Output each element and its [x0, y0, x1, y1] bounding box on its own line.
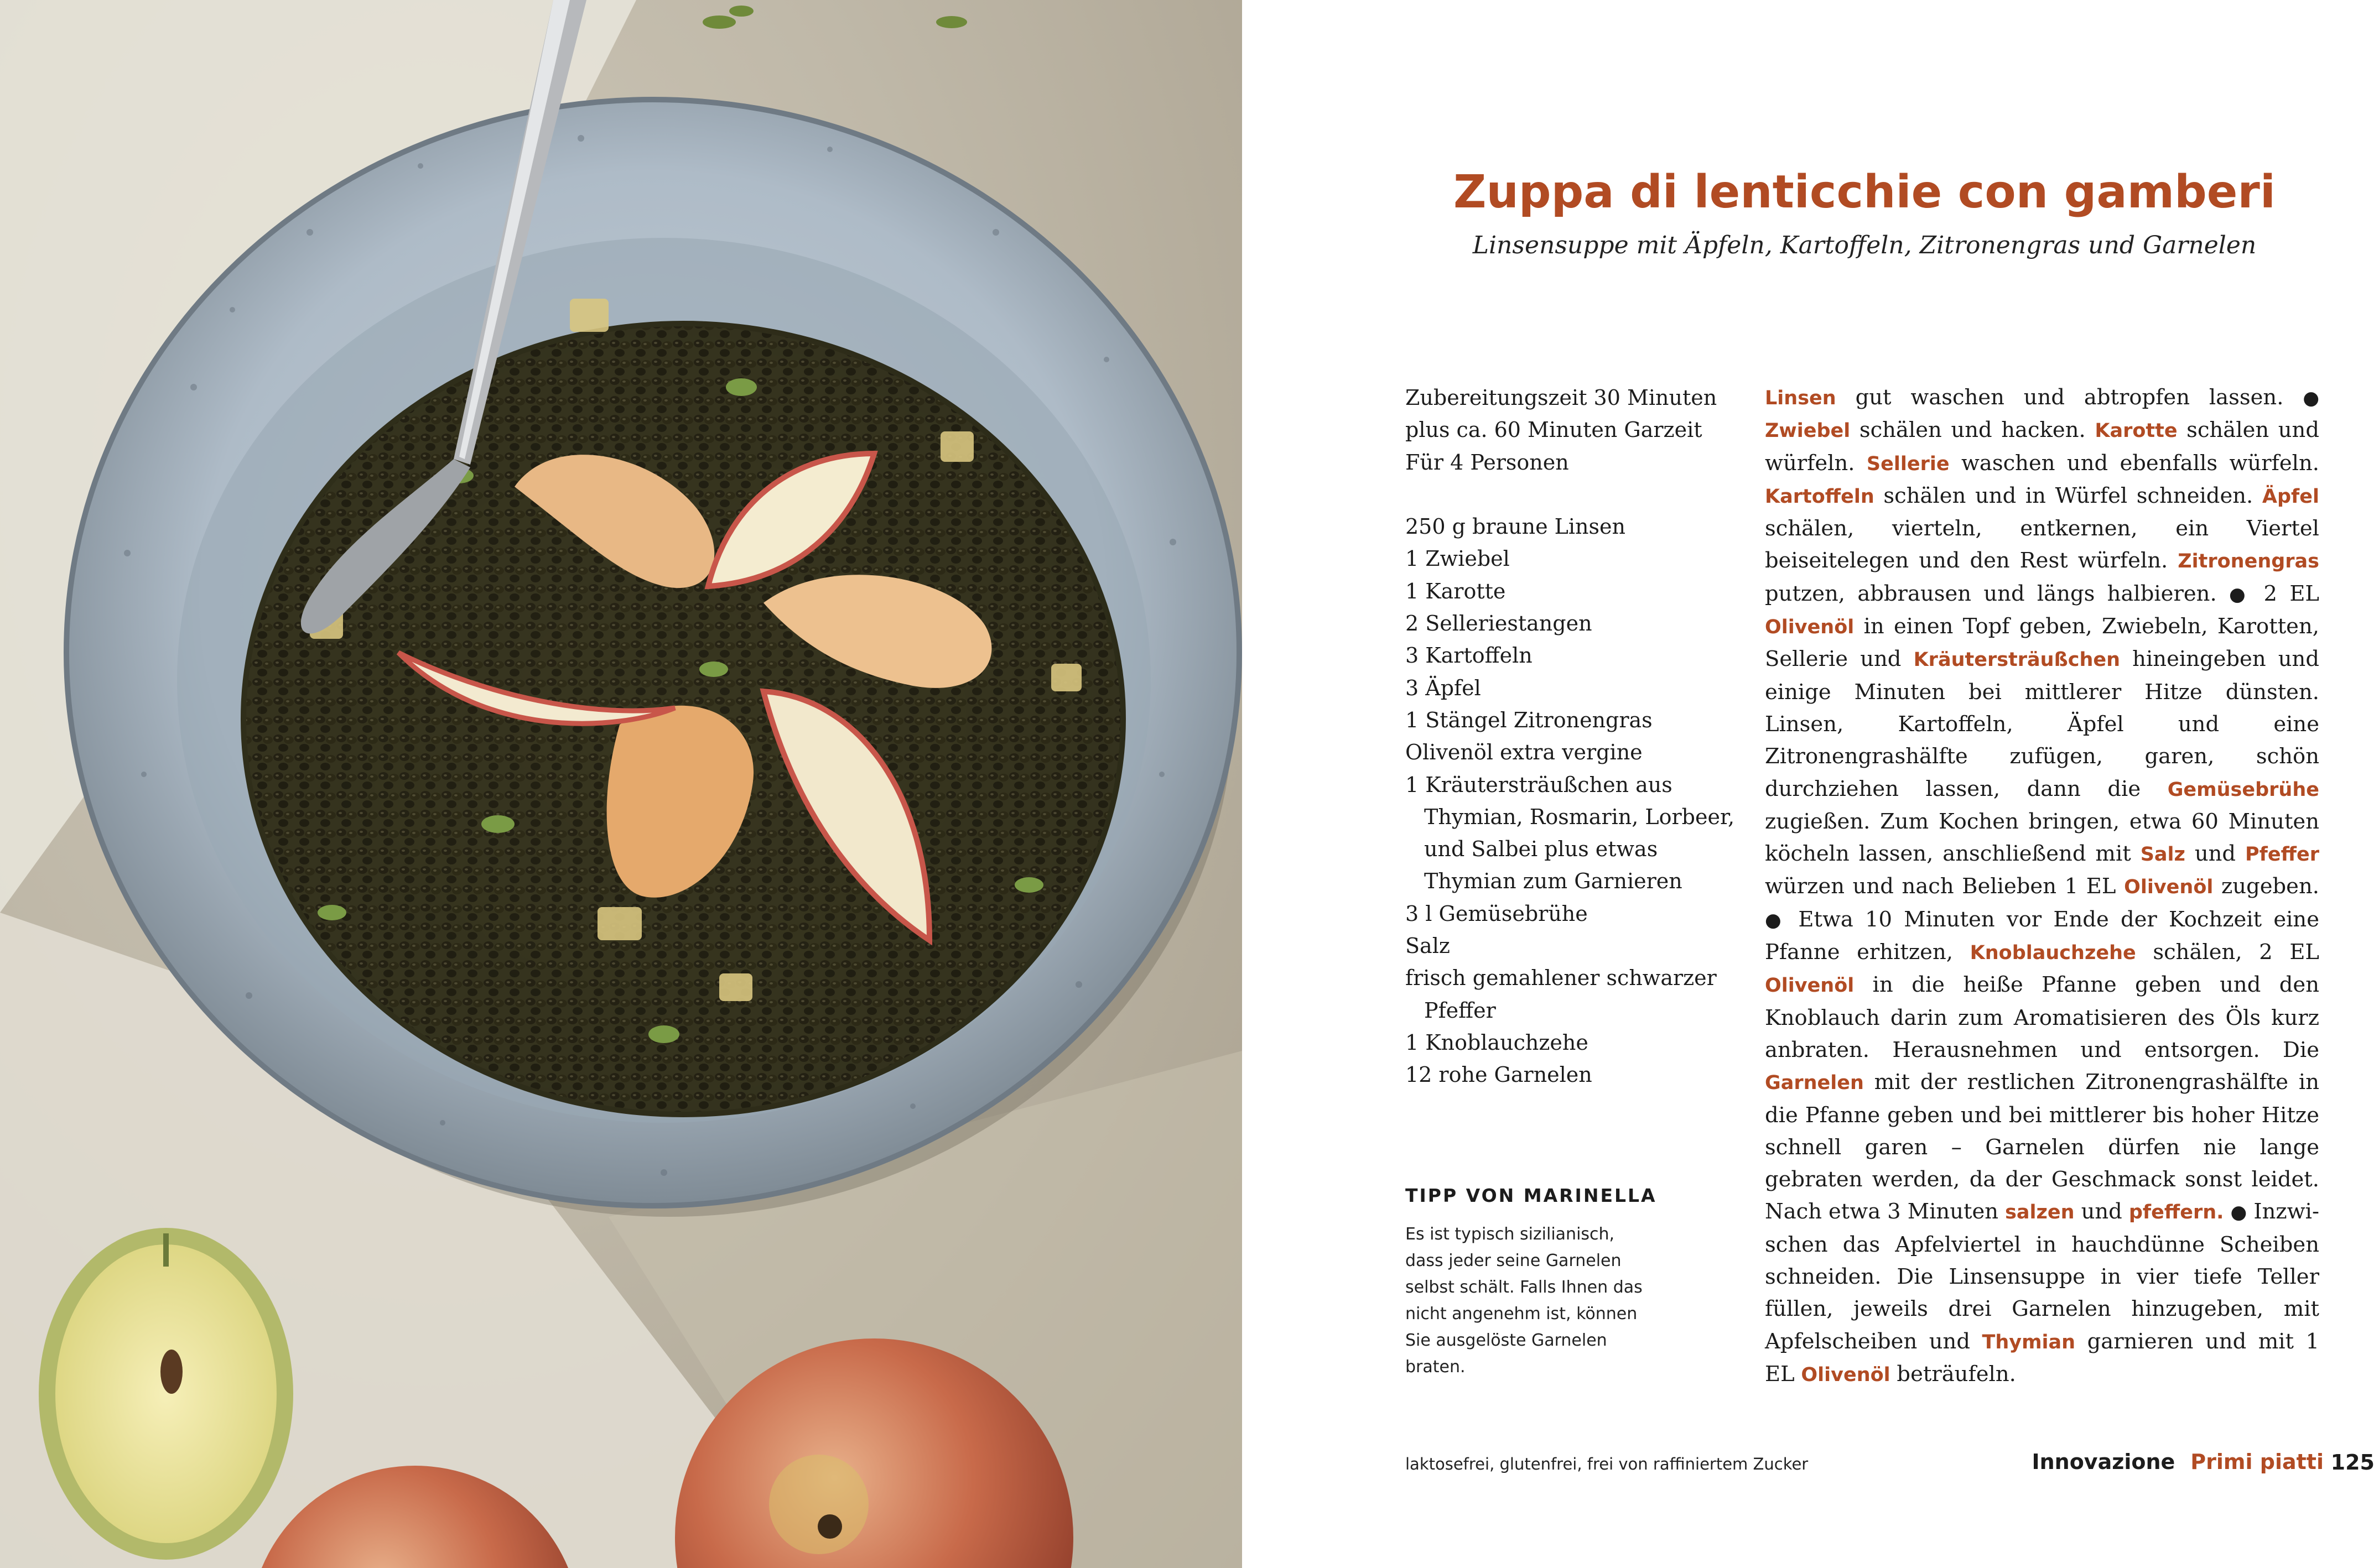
ingredient-keyword: Olivenöl	[2124, 876, 2214, 899]
step-bullet-icon: ●	[2303, 387, 2319, 409]
recipe-title: Zuppa di lenticchie con gamberi	[1453, 166, 2276, 218]
ingredient-keyword: Knoblauchzehe	[1970, 942, 2136, 965]
method-text-segment: schälen und hacken.	[1850, 418, 2095, 443]
page-number: 125	[2330, 1450, 2375, 1475]
ingredient-keyword: Olivenöl	[1801, 1363, 1890, 1386]
ingredient-keyword: Olivenöl	[1765, 975, 1855, 997]
step-bullet-icon: ●	[2230, 1201, 2247, 1224]
ingredient-item: 1 Kräutersträußchen aus Thymian, Rosmarin, Lorbeer, und Salbei plus etwas Thymian zum Garnieren	[1405, 772, 1735, 894]
recipe-subtitle: Linsensuppe mit Äpfeln, Kartoffeln, Zitronengras und Garnelen	[1472, 231, 2257, 259]
method-text-segment	[2224, 1199, 2230, 1224]
servings: Für 4 Personen	[1405, 450, 1569, 475]
section-label: Innovazione	[2032, 1450, 2175, 1474]
bowl-icon	[66, 100, 1239, 1206]
cook-time: plus ca. 60 Minuten Garzeit	[1405, 418, 1702, 442]
method-text-segment: Inzwischen das Apfelviertel in hauchdünne Scheiben schneiden. Die Linsensuppe in vier tiefe Teller füllen, jeweils drei Garnelen hinzugeben, mit Apfelscheiben und	[1765, 1199, 2319, 1354]
ingredient-keyword: Pfeffer	[2245, 843, 2319, 866]
method-text-segment: 2 EL	[2251, 581, 2319, 606]
running-footer	[2032, 1450, 2324, 1474]
tip-heading: TIPP VON MARINELLA	[1405, 1185, 1657, 1206]
subsection-label: Primi piatti	[2190, 1450, 2324, 1474]
ingredient-item: 250 g braune Linsen	[1405, 514, 1625, 539]
ingredient-item: 1 Karotte	[1405, 579, 1506, 603]
step-bullet-icon: ●	[2229, 583, 2252, 606]
method-text-segment: schälen, vierteln, entkernen, ein Viertel beiseitelegen und den Rest würfeln.	[1765, 516, 2319, 574]
method-text-segment: beträufeln.	[1890, 1361, 2016, 1387]
ingredient-item: 3 Kartoffeln	[1405, 643, 1533, 668]
ingredient-item: 1 Zwiebel	[1405, 546, 1510, 571]
herb-sprig-icon	[703, 6, 967, 29]
method-text-segment: in einen Topf geben, Zwiebeln, Karotten, Sellerie und	[1765, 614, 2319, 672]
method-text-segment: waschen und ebenfalls würfeln.	[1949, 450, 2319, 476]
ingredient-keyword: Salz	[2140, 843, 2185, 866]
ingredient-keyword: Kräutersträußchen	[1913, 649, 2121, 671]
method-text-segment: garnieren und mit 1 EL	[1765, 1329, 2320, 1387]
ingredient-keyword: pfeffern.	[2128, 1201, 2224, 1224]
ingredient-item: 3 l Gemüsebrühe	[1405, 901, 1588, 926]
method-text-segment: und	[2185, 841, 2246, 867]
method-text-segment: mit der restlichen Zitronengrashälfte in die Pfanne geben und bei mittlerer bis hoher Hitze schnell garen – Garnelen dürfen nie lange gebraten werden, da der Geschmack sonst leidet. Nach etwa 3 Minuten	[1765, 1070, 2319, 1225]
method-text-segment: schälen und würfeln.	[1765, 418, 2319, 476]
ingredient-keyword: Zwiebel	[1765, 420, 1851, 442]
ingredient-keyword: Zitronengras	[2178, 550, 2319, 573]
method-text-segment: und	[2074, 1199, 2129, 1225]
ingredient-keyword: Linsen	[1765, 387, 1836, 409]
method-text-segment: zugießen. Zum Kochen bringen, etwa 60 Minuten köcheln lassen, anschließend mit	[1765, 809, 2319, 867]
ingredient-keyword: Karotte	[2095, 420, 2178, 442]
ingredient-keyword: Gemüsebrühe	[2167, 778, 2319, 801]
ingredient-keyword: salzen	[2005, 1201, 2075, 1224]
ingredient-item: Salz	[1405, 934, 1450, 958]
ingredient-item: Olivenöl extra vergine	[1405, 740, 1643, 765]
ingredient-item: 2 Selleriestangen	[1405, 611, 1592, 636]
ingredient-keyword: Kartoffeln	[1765, 485, 1874, 508]
step-bullet-icon: ●	[1765, 909, 1787, 931]
method-text-segment: putzen, abbrausen und längs halbieren.	[1765, 581, 2229, 606]
method-text	[1765, 382, 2319, 1391]
ingredient-item: 1 Knoblauchzehe	[1405, 1030, 1588, 1055]
method-text-segment: in die heiße Pfanne geben und den Knoblauch darin zum Aromatisieren des Öls kurz anbraten. Herausnehmen und entsorgen. Die	[1765, 972, 2319, 1062]
method-text-segment: würzen und nach Belieben 1 EL	[1765, 874, 2125, 899]
method-text-segment: hineingeben und einige Minuten bei mittlerer Hitze dünsten. Linsen, Kartoffeln, Äpfel und eine Zitronengrashälfte zufügen, garen, schön durchziehen lassen, dann die	[1765, 647, 2319, 801]
prep-time: Zubereitungszeit 30 Minuten	[1405, 386, 1717, 410]
tip-text: Es ist typisch sizilianisch, dass jeder seine Garnelen selbst schält. Falls Ihnen das nicht angenehm ist, können Sie ausgelöste Garnelen braten.	[1405, 1225, 1643, 1377]
method-text-segment: schälen, 2 EL	[2136, 940, 2319, 965]
ingredient-keyword: Thymian	[1982, 1331, 2076, 1353]
method-text-segment: zugeben.	[2213, 874, 2319, 899]
ingredient-item: 3 Äpfel	[1405, 675, 1481, 700]
method-text-segment: gut waschen und abtropfen lassen.	[1836, 385, 2303, 410]
ingredient-item: 12 rohe Garnelen	[1405, 1062, 1592, 1087]
ingredients-column	[1405, 382, 1737, 1091]
ingredient-item: frisch gemahlener schwarzer Pfeffer	[1405, 966, 1717, 1023]
ingredient-keyword: Garnelen	[1765, 1072, 1864, 1095]
ingredient-keyword: Olivenöl	[1765, 616, 1855, 639]
ingredient-keyword: Sellerie	[1866, 452, 1950, 475]
diet-note: laktosefrei, glutenfrei, frei von raffiniertem Zucker	[1405, 1455, 1809, 1473]
method-text-segment: Etwa 10 Minuten vor Ende der Kochzeit eine Pfanne erhitzen,	[1765, 907, 2320, 965]
ingredient-list	[1405, 510, 1737, 1091]
ingredient-keyword: Äpfel	[2262, 485, 2319, 508]
ingredient-item: 1 Stängel Zitronengras	[1405, 707, 1653, 732]
method-text-segment: schälen und in Würfel schneiden.	[1874, 483, 2262, 508]
